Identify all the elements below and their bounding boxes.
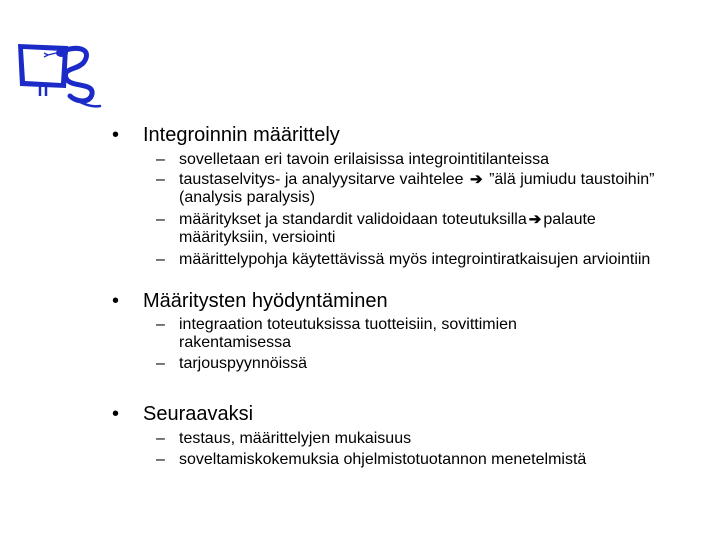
list-item-text: integraation toteutuksissa tuotteisiin, sovittimien rakentamisessa [179, 316, 517, 351]
dash-glyph: – [156, 251, 165, 268]
bullet-glyph: • [112, 290, 120, 312]
list-item-text: tarjouspyynnöissä [179, 355, 308, 372]
bullet-glyph: • [112, 403, 120, 425]
list-item-text: soveltamiskokemuksia ohjelmistotuotannon menetelmistä [179, 451, 587, 468]
list-item-text-before: taustaselvitys- ja analyysitarve vaihtelee [179, 171, 464, 188]
arrow-right-icon: ➔ [470, 171, 483, 188]
section-title: Seuraavaksi [143, 403, 254, 425]
list-item-text: sovelletaan eri tavoin erilaisissa integrointitilanteissa [179, 151, 549, 168]
list-item-text: määrittelypohja käytettävissä myös integrointiratkaisujen arviointiin [179, 251, 651, 268]
dash-glyph: – [156, 171, 165, 188]
list-item-text-after: palaute määrityksiin, versiointi [179, 211, 596, 246]
list-item-text: testaus, määrittelyjen mukaisuus [179, 430, 412, 447]
monitor-snake-logo-icon [10, 38, 105, 113]
dash-glyph: – [156, 211, 165, 228]
dash-glyph: – [156, 355, 165, 372]
dash-glyph: – [156, 151, 165, 168]
dash-glyph: – [156, 316, 165, 333]
dash-glyph: – [156, 451, 165, 468]
arrow-right-icon: ➔ [528, 211, 542, 228]
dash-glyph: – [156, 430, 165, 447]
list-item-text-before: määritykset ja standardit validoidaan toteutuksilla [179, 211, 527, 228]
bullet-glyph: • [112, 124, 120, 146]
section-title: Määritysten hyödyntäminen [143, 290, 388, 312]
section-title: Integroinnin määrittely [143, 124, 340, 146]
list-item-text-after: ”älä jumiudu taustoihin” (analysis paralysis) [179, 171, 655, 206]
